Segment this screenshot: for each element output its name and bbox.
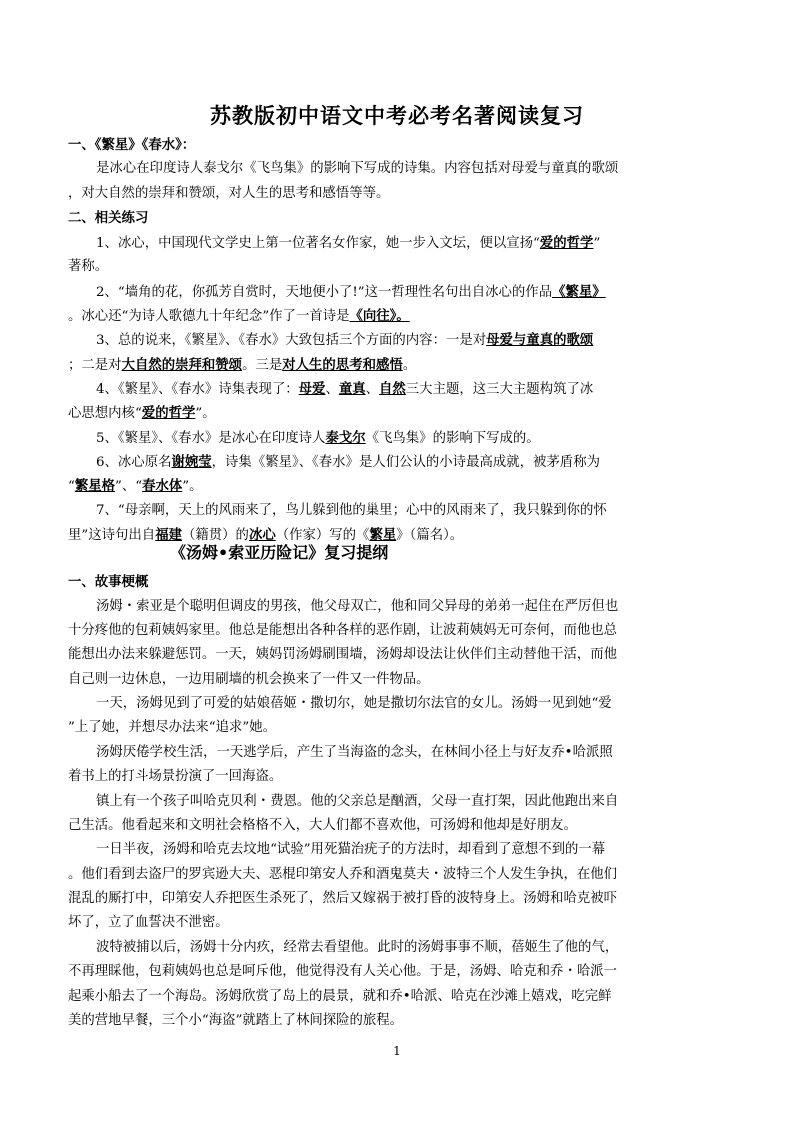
answer: 大自然的崇拜和赞颂 xyxy=(121,357,243,373)
question-6: 6、冰心原名谢婉莹，诗集《繁星》、《春水》是人们公认的小诗最高成就，被茅盾称为 xyxy=(96,454,600,470)
paragraph-line: 镇上有一个孩子叫哈克贝利・费恩。他的父亲总是酗酒，父母一直打架，因此他跑出来自 xyxy=(96,794,619,809)
question-2: 2、“墙角的花，你孤芳自赏时，天地便小了!”这一哲理性名句出自冰心的作品《繁星》 xyxy=(96,284,606,300)
answer: 母爱 xyxy=(298,381,326,397)
paragraph-line: 自己则一边休息，一边用刷墙的机会换来了一件又一件物品。 xyxy=(68,672,430,687)
section-heading-practice: 二、相关练习 xyxy=(68,210,149,226)
paragraph-line: 十分疼他的包莉姨妈家里。他总是能想出各种各样的恶作剧，让波莉姨妈无可奈何，而他也总 xyxy=(68,623,618,638)
answer: 自然 xyxy=(379,381,406,397)
paragraph-line: 己生活。他看起来和文明社会格格不入，大人们都不喜欢他，可汤姆和他却是好朋友。 xyxy=(68,818,577,833)
paragraph-line: 起乘小船去了一个海岛。汤姆欣赏了岛上的晨景，就和乔•哈派、哈克在沙滩上嬉戏，吃完鲜 xyxy=(68,989,612,1004)
paragraph-line: 着书上的打斗场景扮演了一回海盗。 xyxy=(68,769,283,784)
paragraph-line: 不再理睬他，包莉姨妈也总是呵斥他，他觉得没有人关心他。于是，汤姆、哈克和乔・哈派一 xyxy=(68,964,618,979)
paragraph-line: 汤姆・索亚是个聪明但调皮的男孩，他父母双亡，他和同父异母的弟弟一起住在严厉但也 xyxy=(96,599,619,614)
question-6-cont: “繁星格”、“春水体”。 xyxy=(68,478,203,494)
paragraph-line: 汤姆厌倦学校生活，一天逃学后，产生了当海盗的念头，在林间小径上与好友乔•哈派照 xyxy=(96,745,613,760)
answer: 对人生的思考和感悟 xyxy=(282,357,403,373)
paragraph-line: ，对大自然的崇拜和赞颂，对人生的思考和感悟等等。 xyxy=(68,186,390,201)
section-heading-synopsis: 一、故事梗概 xyxy=(68,574,149,590)
answer: 谢婉莹 xyxy=(171,454,212,470)
paragraph-line: 能想出办法来躲避惩罚。一天，姨妈罚汤姆刷围墙，汤姆却设法让伙伴们主动替他干活，而他 xyxy=(68,647,618,662)
paragraph-line: 波特被捕以后，汤姆十分内疚，经常去看望他。此时的汤姆事事不顺，蓓姬生了他的气， xyxy=(96,940,619,955)
question-3-cont: ；二是对大自然的崇拜和赞颂。三是对人生的思考和感悟。 xyxy=(68,357,417,373)
answer: 童真 xyxy=(338,381,366,397)
question-5: 5、《繁星》、《春水》是冰心在印度诗人泰戈尔《飞鸟集》的影响下写成的。 xyxy=(96,430,540,446)
section-heading-fanxing: 一、《繁星》《春水》： xyxy=(68,137,196,153)
page-number: 1 xyxy=(393,1044,401,1058)
question-7: 7、“母亲啊，天上的风雨来了，鸟儿躲到他的巢里；心中的风雨来了，我只躲到你的怀 xyxy=(96,503,607,518)
paragraph-line: 一日半夜，汤姆和哈克去坟地“试验”用死猫治疣子的方法时，却看到了意想不到的一幕 xyxy=(96,842,606,857)
paragraph-line: 坏了，立了血誓决不泄密。 xyxy=(68,915,229,930)
answer: 繁星 xyxy=(369,527,397,543)
answer: 《向往》。 xyxy=(349,308,410,324)
paragraph-line: 混乱的厮打中，印第安人乔把医生杀死了，然后又嫁祸于被打昏的波特身上。汤姆和哈克被吓 xyxy=(68,891,618,906)
answer: 冰心 xyxy=(248,527,276,543)
question-1: 1、冰心，中国现代文学史上第一位著名女作家，她一步入文坛，便以宣扬“爱的哲学” xyxy=(96,235,601,251)
page-title: 苏教版初中语文中考必考名著阅读复习 xyxy=(210,103,584,128)
section-subtitle: 《汤姆•索亚历险记》复习提纲 xyxy=(170,543,389,562)
question-1-cont: 著称。 xyxy=(68,259,109,274)
answer: 母爱与童真的歌颂 xyxy=(486,332,594,348)
answer: 《繁星》 xyxy=(552,284,606,300)
paragraph-line: 是冰心在印度诗人泰戈尔《飞鸟集》的影响下写成的诗集。内容包括对母爱与童真的歌颂 xyxy=(96,161,619,176)
question-2-cont: 。冰心还“为诗人歌德九十年纪念”作了一首诗是《向往》。 xyxy=(68,308,410,324)
question-4-cont: 心思想内核“爱的哲学”。 xyxy=(68,405,216,421)
paragraph-line: 。他们看到去盗尸的罗宾逊大夫、恶棍印第安人乔和酒鬼莫夫・波特三个人发生争执，在他们 xyxy=(68,867,618,882)
paragraph-line: 一天，汤姆见到了可爱的姑娘蓓姬・撒切尔，她是撒切尔法官的女儿。汤姆一见到她“爱 xyxy=(96,696,612,711)
answer: 繁星格 xyxy=(74,478,116,494)
answer: 福建 xyxy=(155,527,182,543)
question-3: 3、总的说来，《繁星》、《春水》大致包括三个方面的内容：一是对母爱与童真的歌颂 xyxy=(96,332,594,348)
answer: 爱的哲学 xyxy=(539,235,594,251)
answer: 泰戈尔 xyxy=(325,430,366,446)
paragraph-line: ”上了她，并想尽办法来“追求”她。 xyxy=(68,720,277,735)
paragraph-line: 美的营地早餐，三个小“海盗”就踏上了林间探险的旅程。 xyxy=(68,1013,404,1028)
question-4: 4、《繁星》、《春水》诗集表现了：母爱、童真、自然三大主题，这三大主题构筑了冰 xyxy=(96,381,594,397)
answer: 爱的哲学 xyxy=(141,405,196,421)
question-7-cont: 里”这诗句出自福建（籍贯）的冰心（作家）写的《繁星》（篇名）。 xyxy=(68,527,464,543)
answer: 春水体 xyxy=(142,478,183,494)
